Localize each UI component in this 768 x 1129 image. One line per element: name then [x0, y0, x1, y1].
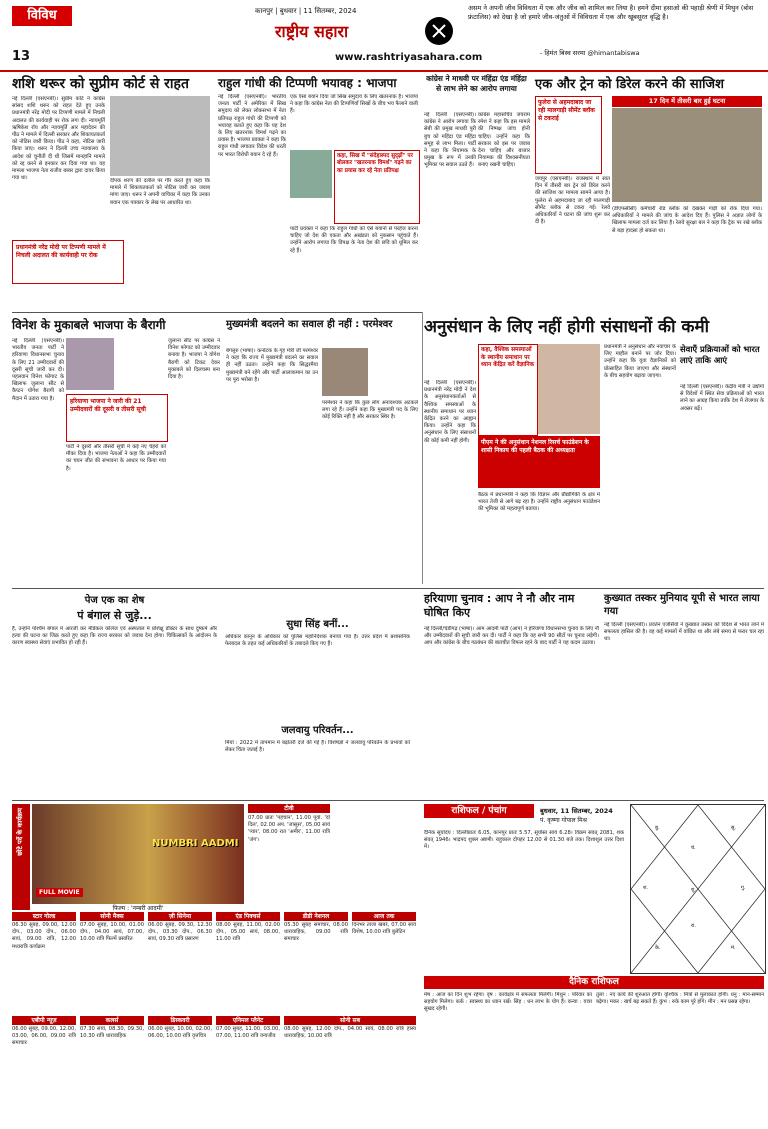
- pm-photo: [538, 344, 600, 434]
- tharoor-body: नई दिल्ली (एसएनबी)। सुप्रीम कोर्ट ने कांग्रेस सांसद शशि थरूर को राहत देते हुए उनके प्रधानमंत्री नरेंद्र मोदी पर टिप्पणी मामले में निचली अदालत की कार्यवाही पर रोक लगा दी। न्यायमूर्ति ऋषिकेश रॉय और न्यायमूर्ति आर महादेवन की पीठ ने मामले में दिल्ली सरकार और शिकायतकर्ता को नोटिस जारी किया। पीठ ने कहा, नोटिस जारी किया जाए। थरूर ने दिल्ली उच्च न्यायालय के आदेश को चुनौती दी थी जिसमें मानहानि मामले को रद्द करने से इनकार कर दिया गया था। यह मामला भाजपा नेता राजीव बब्बर द्वारा दायर किया गया था।: [12, 96, 105, 182]
- channel-header: ज़ी सिनेमा: [148, 912, 212, 921]
- kundli-cell: रा.: [691, 923, 696, 929]
- vinesh-body: नई दिल्ली (एसएनबी)। भारतीय जनता पार्टी ने हरियाणा विधानसभा चुनाव के लिए 21 उम्मीदवारों की दूसरी सूची जारी कर दी। पहलवान विनेश फोगाट के खिलाफ जुलाना सीट से कैप्टन योगेश बैरागी को मैदान में उतारा गया है।: [12, 338, 64, 402]
- rashifal-body-1: मेष : आज का दिन शुभ रहेगा। वृष : कार्यक्षेत्र में सफलता मिलेगी। मिथुन : परिवार का सहयोग मिलेगा। कर्क : स्वास्थ्य का ध्यान रखें। सिंह : धन लाभ के योग हैं। कन्या : यात्रा सुखद रहेगी।: [424, 992, 592, 1013]
- kundli-cell: के.: [655, 945, 661, 951]
- website-url: www.rashtriyasahara.com: [335, 52, 483, 63]
- rahul-body-2: एक ऐसा बयान दिया जो सिख समुदाय के लिए खतरनाक है। भाजपा ने कहा कि कांग्रेस नेता की टिप्पणियाँ सिखों के बीच भय फैलाने वाली हैं।: [290, 94, 418, 115]
- tv-listing: दिनभर ताजा खबरें, 07.00 सायं विशेष, 10.00 रात्रि बुलेटिन: [352, 922, 416, 936]
- research-body-3: प्रधानमंत्री ने अनुसंधान और नवाचार के लिए माहौल बनाने पर जोर दिया। उन्होंने कहा कि युवा वैज्ञानिकों को प्रोत्साहित किया जाएगा और संस्थानों के बीच सहयोग बढ़ाया जाएगा।: [604, 344, 676, 379]
- congress-body: नई दिल्ली (एसएनबी)। कांग्रेस ने आरोप लगाया कि सेबी की प्रमुख माधवी पुरी बुच को महिंद्रा एंड महिंद्रा समूह से लाभ मिला। पार्टी ने कहा कि नियामक के प्रमुख के रूप में उनकी भूमिका पर सवाल उठते हैं।: [424, 112, 476, 169]
- quote-text: असम ने अपनी जीव विविधता में एक और जीव को शामिल कर लिया है। हमने दीमा हसाओ की पहाड़ी श्रेणी में मिथुन (बोस फ्रंटालिस) को देखा है जो हमारे जीव-जंतुओं में विविधता में एक और खूबसूरत वृद्धि है।: [468, 4, 754, 21]
- research-pullquote-2: पीएम ने की अनुसंधान नेशनल रिसर्च फाउंडेशन के शासी निकाय की पहली बैठक की अध्यक्षता: [481, 439, 589, 454]
- tv-listing: 06.00 सुबह, 10.00, 02.00, 06.00, 10.00 रात्रि वृत्तचित्र: [148, 1026, 212, 1040]
- rahul-pullquote-box: [334, 150, 420, 224]
- newspaper-logo: राष्ट्रीय सहारा: [275, 22, 349, 41]
- channel-header: डीडी नेशनल: [284, 912, 348, 921]
- train-caption: 17 दिन में तीसरी बार हुई घटना: [612, 96, 762, 107]
- train-body-2: (डीएफसीसी) कर्मचारी रोड ब्लॉक को देखकर गाड़ी को रोक दिया गया। अधिकारियों ने मामले की जांच के आदेश दिए हैं। पुलिस ने अज्ञात लोगों के खिलाफ मामला दर्ज कर लिया है। रेलवे सुरक्षा बल ने कहा कि ट्रैक पर रखे ब्लॉक से बड़ा हादसा हो सकता था।: [612, 206, 762, 234]
- kundli-cell: सू.: [731, 825, 736, 831]
- train-headline: एक और ट्रेन को डिरेल करने की साजिश: [535, 77, 724, 92]
- panchang-title: राशिफल / पंचांग: [424, 804, 534, 818]
- vinesh-pullquote-box: [66, 394, 168, 442]
- tharoor-pullquote-box: [12, 240, 124, 284]
- research-pullquote-1: कहा, वैश्विक समस्याओं के स्थानीय समाधान पर ध्यान केंद्रित करें वैज्ञानिक: [481, 347, 535, 369]
- kundli-cell: गु.: [741, 885, 746, 891]
- kundli-chart: [630, 804, 766, 974]
- channel-header: सोनी मैक्स: [80, 912, 144, 921]
- kundli-cell: बु.: [655, 825, 660, 831]
- channel-header: स्टार गोल्ड: [12, 912, 76, 921]
- rashifal-header: दैनिक राशिफल: [424, 976, 764, 989]
- sudha-headline: सुधा सिंह बनीं...: [286, 619, 349, 630]
- edition-date: कानपुर | बुधवार | 11 सितम्बर, 2024: [255, 7, 357, 15]
- climate-headline: जलवायु परिवर्तन...: [281, 725, 354, 736]
- mafia-headline: कुख्यात तस्कर मुनियाद यूपी से भारत लाया गया: [604, 593, 760, 617]
- page-number: 13: [12, 49, 31, 64]
- x-logo-icon: [425, 17, 453, 45]
- train-body: जयपुर (एसएनबी)। राजस्थान में सात दिन में तीसरी बार ट्रेन को डिरेल करने की साजिश का मामला सामने आया है। फुलेरा से अहमदाबाद जा रही मालगाड़ी सीमेंट ब्लॉक से टकरा गई। रेलवे अधिकारियों ने घटना की जांच शुरू कर दी है।: [535, 176, 610, 226]
- tv-listing: 05.30 सुबह समाचार, 08.00 धारावाहिक, 09.00 रात्रि समाचार: [284, 922, 348, 943]
- cm-headline: मुख्यमंत्री बदलने का सवाल ही नहीं : परमेश्वर: [226, 319, 393, 330]
- section-label: विविध: [12, 6, 72, 26]
- rahul-headline: राहुल गांधी की टिप्पणी भयावह : भाजपा: [218, 76, 397, 90]
- aap-body: नई दिल्ली/चंडीगढ़ (भाषा)। आम आदमी पार्टी (आप) ने हरियाणा विधानसभा चुनाव के लिए नौ और उम्मीदवारों की सूची जारी कर दी। पार्टी ने कहा कि वह सभी 90 सीटों पर चुनाव लड़ेगी। आप और कांग्रेस के बीच गठबंधन की बातचीत विफल रहने के बाद पार्टी ने यह कदम उठाया।: [424, 626, 599, 647]
- tv-listing-1: 07.00 प्रातः 'पहचान', 11.00 पूर्वा. 'दो दिल', 02.00 अप. 'जासूस', 05.00 सायं 'प्यार', 08.00 रात 'अमीर', 11.00 रात्रि 'जंग'।: [248, 815, 330, 843]
- sudha-body: अधिकार कानून के अधिकार को पुलिस महानिदेशक बनाया गया है। उत्तर प्रदेश में प्रशासनिक फेरबदल के तहत कई अधिकारियों के तबादले किए गए हैं।: [225, 634, 410, 648]
- industry-body: नई दिल्ली (एसएनबी)। केंद्रीय मंत्री ने उद्योगों से विदेशों में स्थित सेवा प्रक्रियाओं को भारत लाने का आग्रह किया ताकि देश में रोजगार के अवसर बढ़ें।: [680, 384, 764, 412]
- quote-source: - हिमंत बिस्व सरमा @himantabiswa: [540, 49, 640, 57]
- industry-headline: सेवाएँ प्रक्रियाओं को भारत लाएं ताकि आएं: [680, 344, 760, 365]
- tharoor-headline: शशि थरूर को सुप्रीम कोर्ट से राहत: [12, 76, 189, 92]
- continued-headline: पेज एक का शेष: [84, 595, 145, 606]
- tv-side-label: छोटे पर्दे के कार्यक्रम: [16, 808, 24, 856]
- rahul-body-3: पार्टी प्रवक्ता ने कहा कि राहुल गांधी को ऐसे बयानों से परहेज करना चाहिए जो देश की एकता और अखंडता को नुकसान पहुंचाते हैं। उन्होंने आरोप लगाया कि विपक्ष के नेता देश की छवि को धूमिल कर रहे हैं।: [290, 226, 418, 254]
- cm-body: बेंगलुरु (भाषा)। कर्नाटक के गृह मंत्री जी परमेश्वर ने कहा कि राज्य में मुख्यमंत्री बदलने का सवाल ही नहीं उठता। उन्होंने कहा कि सिद्धरमैया मुख्यमंत्री बने रहेंगे और पार्टी आलाकमान का उन पर पूरा भरोसा है।: [226, 348, 318, 383]
- tv-listing: 06.30 सुबह, 09.00, 12.00 दोप., 03.00 दोप., 06.00 सायं, 09.00 रात्रि, 12.00 मध्यरात्रि कार्यक्रम: [12, 922, 76, 950]
- climate-body: मियां : 2022 में तापमान में बढ़ोतरी दर्ज की गई है। विशेषज्ञों ने जलवायु परिवर्तन के प्रभावों को लेकर चिंता जताई है।: [225, 740, 410, 754]
- divider: [12, 800, 764, 801]
- vinesh-photo-1: [66, 338, 114, 390]
- channel-header: डिस्कवरी: [148, 1016, 212, 1025]
- channel-header: सोनी सब: [284, 1016, 416, 1025]
- congress-headline: कांग्रेस ने माधवी पर मंहिंद्रा एंड मंहिंद्रा से लाभ लेने का आरोप लगाया: [426, 74, 527, 93]
- research-headline: अनुसंधान के लिए नहीं होगी संसाधनों की कमी: [424, 317, 710, 337]
- continued-body: हैं, उन्होंने पश्चिम बंगाल में आरजी कर मेडिकल कॉलेज एवं अस्पताल में प्रशिक्षु डॉक्टर के साथ दुष्कर्म और हत्या की घटना का जिक्र करते हुए कहा कि राज्य सरकार को जवाब देना होगा। चिकित्सकों के आंदोलन के कारण स्वास्थ्य सेवाएं प्रभावित हो रही हैं।: [12, 626, 217, 647]
- train-pullquote: फुलेरा से अहमदाबाद जा रही मालगाड़ी सीमेंट ब्लॉक से टकराई: [538, 99, 595, 123]
- channel-header: एबीपी न्यूज़: [12, 1016, 76, 1025]
- train-photo: [612, 108, 762, 202]
- tv-listing: 08.00 सुबह, 12.00 दोप., 04.00 सायं, 08.00 रात्रि हास्य धारावाहिक, 10.00 रात्रि: [284, 1026, 416, 1040]
- vinesh-pullquote: हरियाणा भाजपा ने जारी की 21 उम्मीदवारों की दूसरी व तीसरी सूची: [70, 398, 146, 413]
- tv-listing: 06.00 सुबह, 09.00, 12.00, 03.00, 06.00, 09.00 रात्रि समाचार: [12, 1026, 76, 1047]
- vinesh-headline: विनेश के मुकाबले भाजपा के बैरागी: [12, 318, 166, 332]
- tv-grid: [12, 912, 416, 1120]
- rashifal-body-2: तुला : नए कार्य की शुरुआत होगी। वृश्चिक : मित्रों से मुलाकात होगी। धनु : मान-सम्मान बढ़ेगा। मकर : खर्च बढ़ सकते हैं। कुंभ : रुके काम पूरे होंगे। मीन : मन प्रसन्न रहेगा।: [596, 992, 764, 1006]
- cm-photo: [322, 348, 368, 396]
- tharoor-body-2: दीपक शरण की दलील पर गौर करते हुए कहा कि मामले में शिकायतकर्ता को नोटिस जारी कर जवाब मांगा जाए। थरूर ने अपनी याचिका में कहा कि उनका बयान एक पत्रकार के लेख पर आधारित था।: [110, 178, 210, 206]
- channel-header: एंड पिक्चर्स: [216, 912, 280, 921]
- vinesh-body-2: पार्टी ने दूसरी और तीसरी सूची में कई नए चेहरों को मौका दिया है। भाजपा नेताओं ने कहा कि उम्मीदवारों का चयन जीत की संभावना के आधार पर किया गया है।: [66, 444, 166, 472]
- panchang-date: बुधवार, 11 सितम्बर, 2024: [540, 807, 613, 815]
- cm-body-2: परमेश्वर ने कहा कि कुछ लोग अनावश्यक अटकलें लगा रहे हैं। उन्होंने कहा कि मुख्यमंत्री पद के लिए कोई रिक्ति नहीं है और सरकार स्थिर है।: [322, 400, 418, 421]
- research-pullquote-box-2: [478, 436, 600, 488]
- tv-listing: 07.00 सुबह, 11.00, 03.00, 07.00, 11.00 रात्रि वन्यजीव: [216, 1026, 280, 1040]
- divider: [12, 588, 764, 589]
- tv-side-label-box: [12, 804, 30, 910]
- train-pullquote-box: [535, 96, 602, 174]
- film-poster: [32, 804, 244, 904]
- continued-subhead: पं बंगाल से जुड़े...: [77, 609, 152, 622]
- panchang-pandit: पं. कृष्णा गोपाल मिश्र: [540, 817, 587, 824]
- channel-header: आज तक: [352, 912, 416, 921]
- film-caption: फिल्म : 'नम्बरी आदमी': [112, 905, 164, 912]
- research-body: नई दिल्ली (एसएनबी)। प्रधानमंत्री नरेंद्र मोदी ने देश के अनुसंधानकर्ताओं से वैश्विक समस्याओं के स्थानीय समाधान पर ध्यान केंद्रित करने का आह्वान किया। उन्होंने कहा कि अनुसंधान के लिए संसाधनों की कोई कमी नहीं होगी।: [424, 380, 476, 444]
- divider: [12, 312, 422, 313]
- tharoor-pullquote: प्रधानमंत्री नरेंद्र मोदी पर टिप्पणी मामले में निचली अदालत की कार्यवाही पर रोक: [16, 244, 106, 259]
- kundli-cell: श.: [643, 885, 648, 891]
- congress-body-2: कांग्रेस महासचिव जयराम रमेश ने कहा कि इस मामले की निष्पक्ष जांच होनी चाहिए। उन्होंने कहा कि सरकार को इस पर जवाब देना चाहिए और बाजार नियामक की विश्वसनीयता बनाए रखनी चाहिए।: [478, 112, 530, 169]
- tv-listing: 07.00 सुबह, 10.00, 01.00 दोप., 04.00 सायं, 07.00, 10.00 रात्रि फिल्में प्रसारित: [80, 922, 144, 943]
- divider: [422, 312, 423, 584]
- aap-headline: हरियाणा चुनाव : आप ने नौ और नाम घोषित किए: [424, 592, 575, 619]
- tv-header: टीवी: [248, 804, 330, 813]
- tv-listing: 06.00 सुबह, 09.30, 12.30 दोप., 03.30 दोप., 06.30 सायं, 09.30 रात्रि प्रसारण: [148, 922, 212, 943]
- kundli-cell: मं.: [731, 945, 736, 951]
- mafia-body: नई दिल्ली (एसएनबी)। प्रवर्तन एजेंसियों ने कुख्यात तस्कर को विदेश से भारत लाने में सफलता हासिल की है। वह कई मामलों में वांछित था और लंबे समय से फरार चल रहा था।: [604, 622, 764, 643]
- vinesh-body-3: जुलाना सीट पर कांग्रेस ने विनेश फोगाट को उम्मीदवार बनाया है। भाजपा ने योगेश बैरागी को टिकट देकर मुकाबले को दिलचस्प बना दिया है।: [168, 338, 220, 381]
- channel-header: एनिमल प्लैनेट: [216, 1016, 280, 1025]
- tv-listing: 07.30 सायं, 08.30, 09.30, 10.30 रात्रि धारावाहिक: [80, 1026, 144, 1040]
- kundli-cell: चं.: [691, 845, 696, 851]
- kundli-cell: शु.: [691, 887, 696, 893]
- rahul-body: नई दिल्ली (एसएनबी)। भारतीय जनता पार्टी ने अमेरिका में सिख समुदाय को लेकर लोकसभा में नेता प्रतिपक्ष राहुल गांधी की टिप्पणी को भयावह बताते हुए कहा कि यह देश के लिए खतरनाक विमर्श गढ़ने का प्रयास है। भाजपा प्रवक्ता ने कहा कि राहुल गांधी लगातार विदेश की धरती पर भारत विरोधी बयान दे रहे हैं।: [218, 94, 286, 158]
- rahul-pullquote: कहा, सिख में "संदेहास्पद सुदृढ़ों" पर बोलकर "खतरनाक विमर्श" गढ़ने का का प्रयास कर रहे नेता प्रतिपक्ष: [337, 153, 413, 174]
- tv-listing: 08.00 सुबह, 11.00, 02.00 दोप., 05.00 सायं, 08.00, 11.00 रात्रि: [216, 922, 280, 943]
- tharoor-photo: [110, 96, 210, 176]
- film-title: NUMBRI AADMI: [152, 838, 239, 849]
- full-movie-badge: FULL MOVIE: [36, 888, 83, 897]
- rahul-story-photo: [290, 150, 332, 198]
- research-body-2: बैठक में प्रधानमंत्री ने कहा कि विज्ञान और प्रौद्योगिकी के क्षेत्र में भारत तेजी से आगे बढ़ रहा है। उन्होंने राष्ट्रीय अनुसंधान फाउंडेशन की भूमिका को महत्वपूर्ण बताया।: [478, 492, 600, 513]
- channel-header: कलर्स: [80, 1016, 144, 1025]
- panchang-body: दैनिक सूर्योदय : दिल्लीप्रातः 6.05, कानपुर प्रातः 5.57, सूर्यास्त सायं 6.28। विक्रम संवत् 2081, शक संवत् 1946। भाद्रपद शुक्ल अष्टमी। राहुकाल दोपहर 12.00 से 01.30 बजे तक। दिशाशूल उत्तर दिशा में।: [424, 830, 624, 851]
- research-pullquote-box-1: [478, 344, 538, 436]
